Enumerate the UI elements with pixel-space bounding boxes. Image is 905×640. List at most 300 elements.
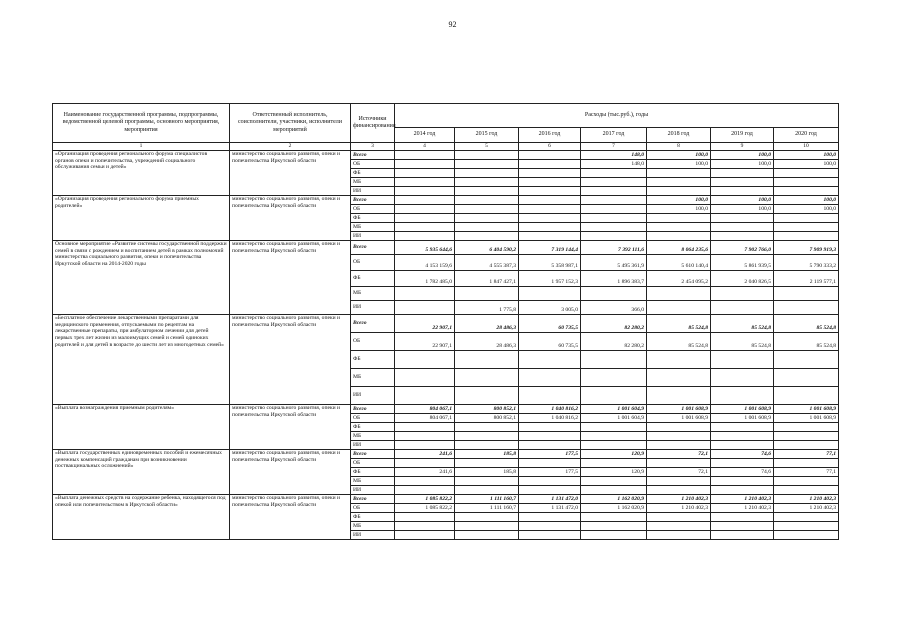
expense-cell	[519, 351, 581, 369]
expense-cell	[519, 369, 581, 387]
funding-source: МБ	[351, 287, 395, 301]
column-number: 9	[711, 143, 774, 151]
expense-cell	[519, 214, 581, 223]
expense-cell	[455, 214, 519, 223]
expense-cell: 1 040 816,2	[519, 414, 581, 423]
header-year: 2018 год	[647, 128, 711, 143]
expense-cell	[519, 432, 581, 441]
funding-source: Всего	[351, 151, 395, 160]
expense-cell: 5 935 644,6	[395, 241, 455, 255]
expense-cell	[581, 459, 647, 468]
funding-source: ОБ	[351, 255, 395, 271]
responsible-executor: министерство социального развития, опеки и попечительства Иркутской области	[230, 315, 351, 405]
column-number: 7	[581, 143, 647, 151]
expense-cell: 60 735,5	[519, 333, 581, 351]
expense-cell	[711, 214, 774, 223]
expense-cell: 2 454 095,2	[647, 271, 711, 287]
expense-cell	[774, 301, 839, 315]
funding-source: Всего	[351, 405, 395, 414]
expense-cell	[395, 214, 455, 223]
activity-name: Основное мероприятие «Развитие системы государственной поддержки семей в связи с рождением и воспитанием детей в рамках полномочий министерства социального развития, опеки и попечительства Иркутской области на 2014-2020 годы	[53, 241, 230, 315]
expense-cell	[581, 486, 647, 495]
expense-cell	[647, 301, 711, 315]
expense-cell	[395, 369, 455, 387]
funding-source: МБ	[351, 223, 395, 232]
expense-cell	[581, 351, 647, 369]
expense-cell: 5 610 140,4	[647, 255, 711, 271]
expense-cell: 185,8	[455, 450, 519, 459]
expense-cell	[774, 223, 839, 232]
expense-cell	[395, 151, 455, 160]
expense-cell: 100,0	[774, 160, 839, 169]
expense-cell: 1 162 020,9	[581, 495, 647, 504]
table-row	[53, 450, 839, 459]
activity-name: «Выплата вознаграждения приемным родителям»	[53, 405, 230, 450]
expense-cell	[711, 522, 774, 531]
responsible-executor: министерство социального развития, опеки и попечительства Иркутской области	[230, 241, 351, 315]
expense-cell	[455, 369, 519, 387]
expense-cell	[395, 223, 455, 232]
expense-cell: 4 153 159,6	[395, 255, 455, 271]
funding-source: Всего	[351, 241, 395, 255]
expense-cell	[581, 187, 647, 196]
expense-cell: 100,0	[647, 196, 711, 205]
funding-source: ИИ	[351, 486, 395, 495]
expense-cell: 1 001 608,9	[774, 414, 839, 423]
expense-cell: 185,8	[455, 468, 519, 477]
funding-source: МБ	[351, 369, 395, 387]
expense-cell: 1 210 402,3	[774, 495, 839, 504]
funding-source: ФБ	[351, 351, 395, 369]
expense-cell: 85 524,8	[711, 333, 774, 351]
funding-source: МБ	[351, 522, 395, 531]
expense-cell: 100,0	[711, 196, 774, 205]
expense-cell: 85 524,8	[647, 333, 711, 351]
column-number: 3	[351, 143, 395, 151]
column-number: 5	[455, 143, 519, 151]
expense-cell	[455, 205, 519, 214]
expense-cell	[519, 205, 581, 214]
funding-source: ОБ	[351, 414, 395, 423]
expense-cell	[395, 522, 455, 531]
expense-cell	[774, 232, 839, 241]
expense-cell: 800 852,1	[455, 414, 519, 423]
expense-cell: 77,1	[774, 468, 839, 477]
expense-cell	[647, 169, 711, 178]
expense-cell	[395, 441, 455, 450]
expense-cell: 7 902 766,0	[711, 241, 774, 255]
expense-cell	[647, 513, 711, 522]
expense-cell	[395, 432, 455, 441]
expense-cell: 148,0	[581, 160, 647, 169]
expense-cell	[711, 223, 774, 232]
funding-source: ОБ	[351, 333, 395, 351]
expense-cell	[455, 160, 519, 169]
expense-cell	[581, 531, 647, 540]
header-expenses: Расходы (тыс.руб.), годы	[395, 104, 839, 128]
funding-source: Всего	[351, 315, 395, 333]
header-year: 2016 год	[519, 128, 581, 143]
expense-cell	[395, 423, 455, 432]
expense-cell	[647, 387, 711, 405]
expense-cell: 241,6	[395, 450, 455, 459]
funding-source: ИИ	[351, 301, 395, 315]
expense-cell	[519, 232, 581, 241]
expense-cell	[774, 432, 839, 441]
expense-cell	[647, 351, 711, 369]
expense-cell	[711, 513, 774, 522]
funding-source: ФБ	[351, 513, 395, 522]
expense-cell: 5 861 939,5	[711, 255, 774, 271]
expense-cell	[647, 214, 711, 223]
funding-source: ФБ	[351, 423, 395, 432]
expense-cell	[455, 531, 519, 540]
expense-cell: 100,0	[647, 205, 711, 214]
expense-cell	[581, 441, 647, 450]
expense-cell: 7 909 919,3	[774, 241, 839, 255]
expense-cell	[774, 214, 839, 223]
expense-cell	[519, 531, 581, 540]
table-row	[53, 241, 839, 255]
expense-cell	[455, 169, 519, 178]
expense-cell	[647, 459, 711, 468]
expense-cell	[455, 223, 519, 232]
expense-cell	[395, 178, 455, 187]
expense-cell	[455, 513, 519, 522]
expense-cell	[647, 287, 711, 301]
expense-cell	[395, 477, 455, 486]
table-row	[53, 495, 839, 504]
expense-cell: 74,6	[711, 468, 774, 477]
expense-cell	[581, 513, 647, 522]
header-name: Наименование государственной программы, подпрограммы, ведомственной целевой программы, основного мероприятия, мероприятия	[53, 104, 230, 143]
responsible-executor: министерство социального развития, опеки и попечительства Иркутской области	[230, 450, 351, 495]
expense-cell: 100,0	[711, 160, 774, 169]
expense-cell	[395, 205, 455, 214]
expense-cell	[647, 441, 711, 450]
expense-cell: 85 524,8	[647, 315, 711, 333]
responsible-executor: министерство социального развития, опеки и попечительства Иркутской области	[230, 405, 351, 450]
expense-cell	[647, 531, 711, 540]
expense-cell: 1 847 427,1	[455, 271, 519, 287]
expense-cell	[581, 287, 647, 301]
expense-cell: 1 957 152,3	[519, 271, 581, 287]
expense-cell	[711, 351, 774, 369]
expense-cell: 1 131 472,0	[519, 504, 581, 513]
expense-cell	[647, 232, 711, 241]
activity-name: «Организация проведения регионального форума приемных родителей»	[53, 196, 230, 241]
expense-cell	[647, 369, 711, 387]
expense-cell	[455, 459, 519, 468]
expense-cell: 804 067,1	[395, 405, 455, 414]
expense-cell: 1 001 604,9	[581, 405, 647, 414]
responsible-executor: министерство социального развития, опеки и попечительства Иркутской области	[230, 495, 351, 540]
expense-cell	[395, 160, 455, 169]
expense-cell	[519, 151, 581, 160]
financing-table	[52, 103, 839, 540]
expense-cell: 8 064 235,6	[647, 241, 711, 255]
expense-cell: 148,0	[581, 151, 647, 160]
expense-cell	[395, 513, 455, 522]
expense-cell	[647, 522, 711, 531]
funding-source: ОБ	[351, 459, 395, 468]
expense-cell	[581, 178, 647, 187]
expense-cell	[774, 287, 839, 301]
responsible-executor: министерство социального развития, опеки и попечительства Иркутской области	[230, 151, 351, 196]
expense-cell: 85 524,8	[711, 315, 774, 333]
column-number: 2	[230, 143, 351, 151]
expense-cell	[581, 214, 647, 223]
expense-cell	[647, 187, 711, 196]
expense-cell	[455, 187, 519, 196]
expense-cell	[711, 287, 774, 301]
expense-cell: 1 210 402,3	[647, 504, 711, 513]
expense-cell	[395, 287, 455, 301]
expense-cell: 100,0	[774, 205, 839, 214]
funding-source: ИИ	[351, 387, 395, 405]
expense-cell: 82 280,2	[581, 333, 647, 351]
table-row	[53, 151, 839, 160]
funding-source: ИИ	[351, 187, 395, 196]
expense-cell	[647, 223, 711, 232]
header-year: 2014 год	[395, 128, 455, 143]
expense-cell	[647, 477, 711, 486]
header-year: 2019 год	[711, 128, 774, 143]
expense-cell: 4 555 387,3	[455, 255, 519, 271]
expense-cell	[581, 477, 647, 486]
activity-name: «Выплата государственных единовременных пособий и ежемесячных денежных компенсаций гражданам при возникновении поствакцинальных осложнений»	[53, 450, 230, 495]
expense-cell: 1 001 608,9	[711, 414, 774, 423]
expense-cell	[647, 178, 711, 187]
expense-cell: 1 210 402,3	[774, 504, 839, 513]
expense-cell: 1 111 160,7	[455, 495, 519, 504]
expense-cell	[711, 432, 774, 441]
column-number: 8	[647, 143, 711, 151]
expense-cell: 100,0	[711, 151, 774, 160]
expense-cell: 1 896 383,7	[581, 271, 647, 287]
expense-cell: 6 404 590,2	[455, 241, 519, 255]
expense-cell: 100,0	[774, 151, 839, 160]
activity-name: «Выплата денежных средств на содержание ребенка, находящегося под опекой или попечительством в Иркутской области»	[53, 495, 230, 540]
expense-cell: 1 775,8	[455, 301, 519, 315]
expense-cell	[395, 301, 455, 315]
expense-cell: 3 005,0	[519, 301, 581, 315]
expense-cell	[774, 477, 839, 486]
expense-cell	[581, 522, 647, 531]
expense-cell: 85 524,8	[774, 333, 839, 351]
expense-cell	[711, 477, 774, 486]
expense-cell: 82 280,2	[581, 315, 647, 333]
expense-cell	[395, 459, 455, 468]
column-number: 1	[53, 143, 230, 151]
expense-cell: 100,0	[647, 160, 711, 169]
expense-cell	[711, 531, 774, 540]
expense-cell	[395, 169, 455, 178]
column-number: 4	[395, 143, 455, 151]
expense-cell	[581, 369, 647, 387]
expense-cell	[647, 432, 711, 441]
expense-cell	[774, 459, 839, 468]
expense-cell	[711, 301, 774, 315]
expense-cell	[395, 196, 455, 205]
expense-cell: 800 852,1	[455, 405, 519, 414]
expense-cell: 72,1	[647, 450, 711, 459]
expense-cell: 1 085 822,2	[395, 495, 455, 504]
funding-source: ОБ	[351, 205, 395, 214]
expense-cell	[455, 351, 519, 369]
expense-cell	[395, 387, 455, 405]
funding-source: МБ	[351, 432, 395, 441]
expense-cell	[774, 187, 839, 196]
activity-name: «Бесплатное обеспечение лекарственными препаратами для медицинского применения, отпускаемыми по рецептам на лекарственные препараты, при амбулаторном лечении для детей первых трех лет жизни из малоимущих семей и семей одиноких родителей и для детей в возрасте до шести лет из многодетных семей»	[53, 315, 230, 405]
expense-cell	[519, 459, 581, 468]
page-number: 92	[448, 20, 457, 29]
funding-source: МБ	[351, 477, 395, 486]
header-year: 2020 год	[774, 128, 839, 143]
expense-cell: 5 790 333,2	[774, 255, 839, 271]
expense-cell: 804 067,1	[395, 414, 455, 423]
funding-source: Всего	[351, 495, 395, 504]
expense-cell: 7 392 111,6	[581, 241, 647, 255]
expense-cell	[647, 423, 711, 432]
table-row	[53, 196, 839, 205]
header-year: 2015 год	[455, 128, 519, 143]
expense-cell	[519, 178, 581, 187]
expense-cell	[455, 486, 519, 495]
header-year: 2017 год	[581, 128, 647, 143]
expense-cell: 100,0	[711, 205, 774, 214]
expense-cell	[395, 351, 455, 369]
column-number: 6	[519, 143, 581, 151]
table-row	[53, 405, 839, 414]
expense-cell: 5 358 987,1	[519, 255, 581, 271]
expense-cell: 22 907,1	[395, 315, 455, 333]
expense-cell	[395, 531, 455, 540]
funding-source: МБ	[351, 178, 395, 187]
expense-cell	[581, 387, 647, 405]
expense-cell: 28 486,3	[455, 333, 519, 351]
funding-source: ФБ	[351, 169, 395, 178]
expense-cell: 85 524,8	[774, 315, 839, 333]
expense-cell: 1 001 608,9	[711, 405, 774, 414]
expense-cell	[519, 441, 581, 450]
expense-cell: 1 782 485,0	[395, 271, 455, 287]
expense-cell	[519, 477, 581, 486]
expense-cell	[711, 369, 774, 387]
expense-cell	[455, 477, 519, 486]
expense-cell: 177,5	[519, 468, 581, 477]
expense-cell: 74,6	[711, 450, 774, 459]
expense-cell: 1 210 402,3	[711, 504, 774, 513]
expense-cell: 100,0	[774, 196, 839, 205]
expense-cell: 5 495 361,9	[581, 255, 647, 271]
expense-cell: 2 040 826,5	[711, 271, 774, 287]
expense-cell	[455, 387, 519, 405]
expense-cell: 7 319 144,4	[519, 241, 581, 255]
expense-cell	[519, 160, 581, 169]
header-sources: Источники финансирования	[351, 104, 395, 143]
expense-cell	[711, 169, 774, 178]
funding-source: Всего	[351, 196, 395, 205]
table-row	[53, 315, 839, 333]
expense-cell	[519, 169, 581, 178]
expense-cell	[711, 459, 774, 468]
expense-cell: 120,9	[581, 468, 647, 477]
expense-cell	[711, 441, 774, 450]
expense-cell	[774, 387, 839, 405]
expense-cell: 1 040 816,2	[519, 405, 581, 414]
expense-cell: 120,9	[581, 450, 647, 459]
expense-cell	[519, 387, 581, 405]
expense-cell: 177,5	[519, 450, 581, 459]
expense-cell	[455, 423, 519, 432]
funding-source: ИИ	[351, 441, 395, 450]
expense-cell	[519, 513, 581, 522]
header-responsible: Ответственный исполнитель, соисполнители, участники, исполнители мероприятий	[230, 104, 351, 143]
funding-source: ИИ	[351, 531, 395, 540]
funding-source: ОБ	[351, 504, 395, 513]
expense-cell: 77,1	[774, 450, 839, 459]
expense-cell	[519, 196, 581, 205]
expense-cell: 1 001 608,9	[647, 414, 711, 423]
expense-cell	[519, 423, 581, 432]
expense-cell	[395, 232, 455, 241]
expense-cell	[455, 441, 519, 450]
expense-cell	[711, 232, 774, 241]
expense-cell: 366,0	[581, 301, 647, 315]
responsible-executor: министерство социального развития, опеки и попечительства Иркутской области	[230, 196, 351, 241]
expense-cell	[774, 169, 839, 178]
expense-cell	[455, 232, 519, 241]
funding-source: ФБ	[351, 214, 395, 223]
expense-cell: 241,6	[395, 468, 455, 477]
expense-cell	[455, 287, 519, 301]
expense-cell	[519, 522, 581, 531]
expense-cell: 1 111 160,7	[455, 504, 519, 513]
expense-cell	[455, 178, 519, 187]
expense-cell	[774, 441, 839, 450]
expense-cell	[519, 287, 581, 301]
expense-cell	[581, 196, 647, 205]
expense-cell: 1 085 822,2	[395, 504, 455, 513]
expense-cell	[581, 432, 647, 441]
expense-cell: 72,1	[647, 468, 711, 477]
expense-cell	[711, 387, 774, 405]
expense-cell	[774, 369, 839, 387]
expense-cell	[581, 205, 647, 214]
expense-cell	[774, 531, 839, 540]
funding-source: Всего	[351, 450, 395, 459]
expense-cell	[395, 187, 455, 196]
expense-cell	[455, 196, 519, 205]
expense-cell	[455, 432, 519, 441]
expense-cell	[711, 178, 774, 187]
expense-cell: 1 210 402,3	[711, 495, 774, 504]
expense-cell: 22 907,1	[395, 333, 455, 351]
expense-cell: 1 210 402,3	[647, 495, 711, 504]
expense-cell: 1 001 604,9	[581, 414, 647, 423]
expense-cell	[774, 351, 839, 369]
activity-name: «Организация проведения регионального форума специалистов органов опеки и попечительства, учреждений социального обслуживания семьи и детей»	[53, 151, 230, 196]
expense-cell	[711, 423, 774, 432]
expense-cell	[774, 513, 839, 522]
expense-cell	[395, 486, 455, 495]
expense-cell	[774, 423, 839, 432]
expense-cell	[581, 223, 647, 232]
expense-cell	[774, 178, 839, 187]
funding-source: ФБ	[351, 271, 395, 287]
expense-cell	[455, 151, 519, 160]
